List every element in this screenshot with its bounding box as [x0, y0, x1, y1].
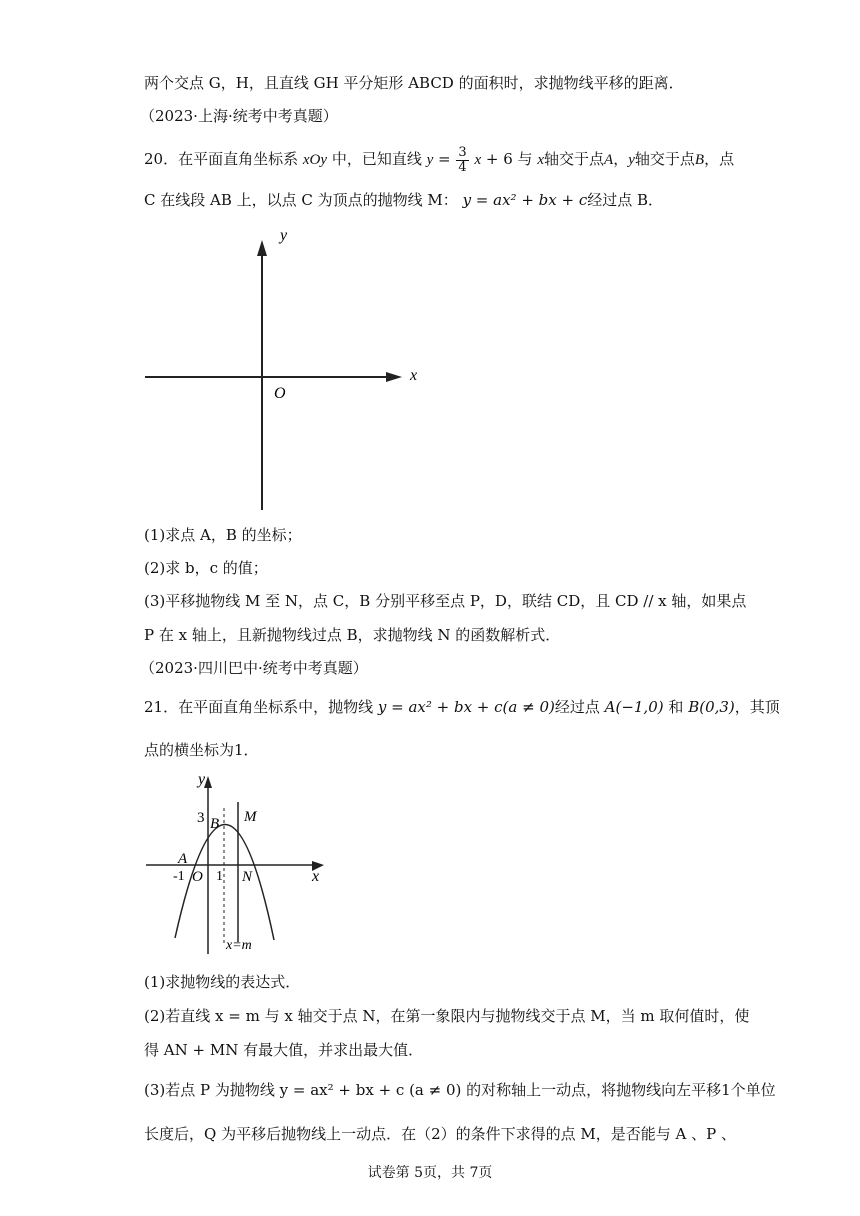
q21-fig-x-label: x: [312, 868, 320, 885]
q20-text-c: 与: [517, 150, 533, 169]
source-note-2023-sichuan: （2023·四川巴中·统考中考真题）: [140, 659, 368, 677]
q20-subq3-line2: P 在 x 轴上，且新抛物线过点 B，求抛物线 N 的函数解析式．: [144, 626, 561, 644]
q21-fig-label-a: A: [178, 851, 188, 867]
source-note-2023-shanghai: （2023·上海·统考中考真题）: [140, 107, 338, 125]
q21-fig-label-xm: x=m: [226, 938, 252, 953]
q20-subq3-line1: (3)平移抛物线 M 至 N，点 C，B 分别平移至点 P，D，联结 CD，且 CD // x 轴，如果点: [144, 592, 747, 610]
q21-subq1: (1)求抛物线的表达式．: [144, 973, 301, 991]
q21-fig-label-1: 1: [216, 869, 223, 884]
q20-text-b: 中，已知直线: [331, 150, 422, 169]
q20-fraction: $\frac{3}{4}$: [458, 145, 467, 175]
text-line-continuation: 两个交点 G，H，且直线 GH 平分矩形 ABCD 的面积时，求抛物线平移的距离．: [144, 74, 684, 92]
q21-point-b: B(0,3): [688, 698, 735, 716]
q20-parabola-equation: y = ax² + bx + c: [462, 191, 588, 209]
q21-parabola-equation: y = ax² + bx + c(a ≠ 0): [377, 698, 555, 716]
q20-subq1: (1)求点 A，B 的坐标；: [144, 526, 302, 544]
page-footer: 试卷第 5页，共 7页: [367, 1165, 493, 1181]
q21-subq2-line1: (2)若直线 x = m 与 x 轴交于点 N，在第一象限内与抛物线交于点 M，当 m 取何值时，使: [144, 1007, 750, 1025]
q21-point-a: A(−1,0): [604, 698, 664, 716]
q20-origin-label: O: [274, 385, 286, 402]
q20-subq2: (2)求 b，c 的值；: [144, 559, 268, 577]
q20-coord-system: xOy: [302, 152, 328, 169]
q21-fig-label-3: 3: [197, 810, 205, 826]
q21-parabola-figure: [140, 768, 340, 958]
q20-text-a: 20．在平面直角坐标系: [144, 150, 299, 169]
q21-subq2-line2: 得 AN + MN 有最大值，并求出最大值．: [144, 1041, 424, 1059]
q21-subq3-line2: 长度后，Q 为平移后抛物线上一动点．在（2）的条件下求得的点 M，是否能与 A 、P 、: [144, 1125, 736, 1143]
q20-axis-y-label: y: [280, 227, 288, 244]
q21-line1: 21．在平面直角坐标系中，抛物线 y = ax² + bx + c(a ≠ 0)经过点 A(−1,0) 和 B(0,3)，其顶: [144, 698, 780, 716]
q20-line1: 20．在平面直角坐标系 xOy 中，已知直线 y = $\frac{3}{4}$ x + 6 与 x轴交于点A，y轴交于点B，点: [144, 145, 735, 175]
q21-subq3-line1: (3)若点 P 为抛物线 y = ax² + bx + c (a ≠ 0) 的对称轴上一动点，将抛物线向左平移1个单位: [144, 1081, 776, 1099]
q21-line2: 点的横坐标为1．: [144, 741, 259, 759]
q21-fig-label-b: B: [210, 816, 220, 832]
q21-fig-label-m: M: [244, 809, 257, 825]
q21-fig-label-o: O: [192, 869, 203, 885]
q21-fig-y-label: y: [198, 771, 206, 788]
q20-line2: C 在线段 AB 上，以点 C 为顶点的抛物线 M： y = ax² + bx + c经过点 B．: [144, 191, 664, 209]
q21-fig-label-neg1: -1: [173, 869, 185, 884]
q21-fig-label-n: N: [242, 869, 253, 885]
q20-axis-x-label: x: [410, 367, 418, 384]
q20-axes-figure: [140, 222, 440, 512]
